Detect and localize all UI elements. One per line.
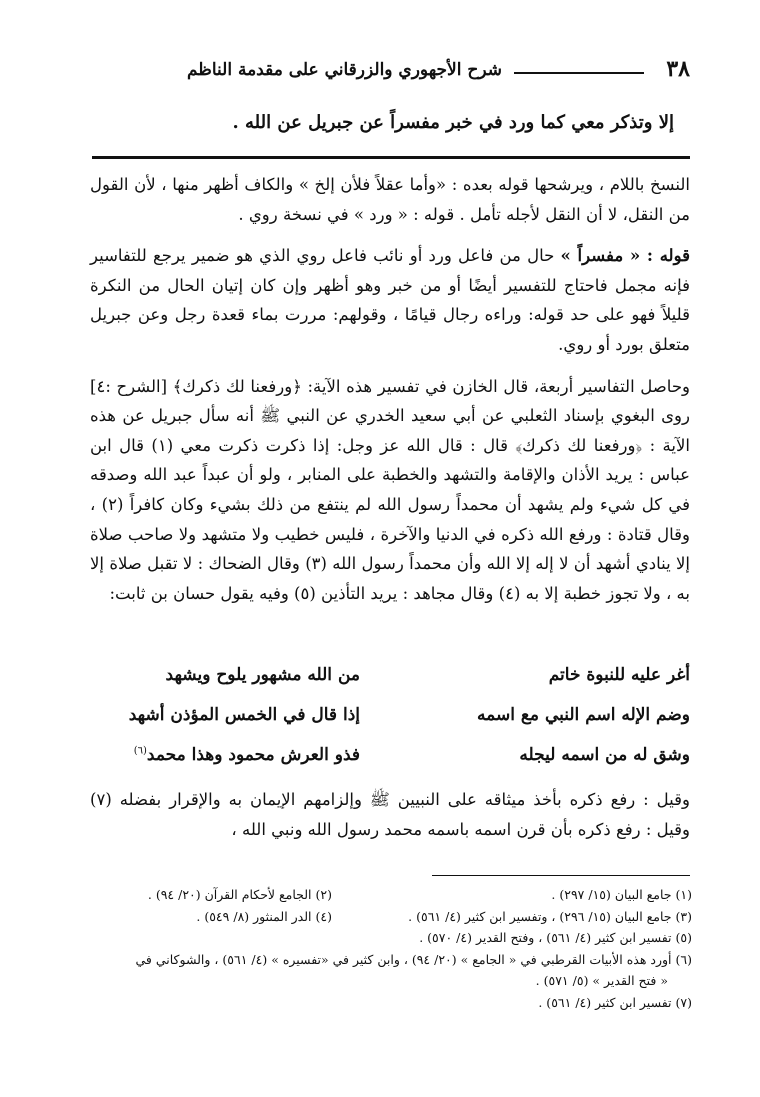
matn-line: إلا وتذكر معي كما ورد في خبر مفسراً عن جبريل عن الله . bbox=[232, 112, 674, 133]
verse-1 bbox=[90, 665, 690, 705]
footnote-6: (٦) أورد هذه الأبيات القرطبي في « الجامع » (٢٠/ ٩٤) ، وابن كثير في «تفسيره » (٤/ ٥٦١) ، والشوكاني في bbox=[135, 951, 692, 967]
footnote-row bbox=[88, 884, 692, 906]
footnote-4: (٤) الدر المنثور (٨/ ٥٤٩) . bbox=[196, 908, 332, 924]
verse-3 bbox=[90, 745, 690, 785]
paragraph-3: وحاصل التفاسير أربعة، قال الخازن في تفسير هذه الآية: ﴿ورفعنا لك ذكرك﴾ [الشرح :٤] روى البغوي بإسناد الثعلبي عن أبي سعيد الخدري عن النبي ﷺ أنه سأل جبريل عن هذه الآية : ﴿ورفعنا لك ذكرك﴾ قال : قال الله عز وجل: إذا ذكرت ذكرت معي (١) قال ابن عباس : يريد الأذان والإقامة والتشهد والخطبة على المنابر ، ولو أن عبداً عبد الله وصدقه في كل شيء ولم يشهد أن محمداً رسول الله لم ينتفع من ذلك بشيء وكان كافراً (٢) ، وقال قتادة : ورفع الله ذكره في الدنيا والآخرة ، فليس خطيب ولا متشهد ولا صاحب صلاة إلا ينادي أشهد أن لا إله إلا الله وأن محمداً رسول الله (٣) وقال الضحاك : لا تقبل صلاة إلا به ، ولا تجوز خطبة إلا به (٤) وقال مجاهد : يريد التأذين (٥) وفيه يقول حسان بن ثابت: bbox=[90, 376, 690, 603]
footnote-marker-6: (٦) bbox=[133, 745, 147, 757]
verse-1-second-hemistich: من الله مشهور يلوح ويشهد bbox=[165, 665, 360, 685]
footnotes bbox=[88, 884, 692, 1013]
verse-1-first-hemistich: أغر عليه للنبوة خاتم bbox=[548, 665, 690, 685]
footnote-2: (٢) الجامع لأحكام القرآن (٢٠/ ٩٤) . bbox=[147, 887, 332, 902]
verse-2 bbox=[90, 705, 690, 745]
verse-2-first-hemistich: وضم الإله اسم النبي مع اسمه bbox=[477, 705, 690, 725]
keyword-mufassiran: قوله : « مفسراً » bbox=[560, 246, 690, 266]
paragraph-2 bbox=[90, 241, 690, 359]
footnote-rule bbox=[432, 875, 690, 876]
footnote-5: (٥) تفسير ابن كثير (٤/ ٥٦١) ، وفتح القدير (٤/ ٥٧٠) . bbox=[419, 930, 692, 945]
verse-3-second-hemistich bbox=[134, 745, 360, 765]
paragraph-1: النسخ باللام ، ويرشحها قوله بعده : «وأما عقلاً فلأن إلخ » والكاف أظهر منها ، لأن القول من النقل، لا أن النقل لأجله تأمل . قوله : « ورد » في نسخة روي . bbox=[90, 175, 690, 224]
commentary-body bbox=[90, 170, 690, 620]
paragraph-2-text: حال من فاعل ورد أو نائب فاعل روي الذي هو ضمير يرجع للتفاسير فإنه مجمل فاحتاج للتفسير أيضًا أو من خبر وهو أظهر وإن كان إتيان الحال من النكرة قليلاً فهو على حد قوله: وراءه رجال قيامًا ، وقولهم: مررت بماء قعدة رجل وعن جبريل متعلق بورد أو روي. bbox=[90, 246, 690, 354]
verse-3-second-text: فذو العرش محمود وهذا محمد bbox=[146, 745, 360, 765]
footnote-row bbox=[88, 949, 692, 971]
page-header bbox=[60, 52, 690, 92]
footnote-1: (١) جامع البيان (١٥/ ٢٩٧) . bbox=[551, 887, 692, 902]
running-title: شرح الأجهوري والزرقاني على مقدمة الناظم bbox=[186, 60, 502, 80]
verse-3-first-hemistich: وشق له من اسمه ليجله bbox=[519, 745, 690, 765]
closing-paragraph: وقيل : رفع ذكره بأخذ ميثاقه على النبيين ﷺ وإلزامهم الإيمان به والإقرار بفضله (٧) وقيل : رفع ذكره بأن قرن اسمه باسمه محمد رسول الله ونبي الله ، bbox=[90, 790, 690, 839]
footnote-7: (٧) تفسير ابن كثير (٤/ ٥٦١) . bbox=[538, 994, 692, 1010]
footnote-row bbox=[88, 927, 692, 949]
matn-divider bbox=[92, 156, 690, 159]
footnote-row bbox=[88, 970, 692, 992]
footnote-3: (٣) جامع البيان (١٥/ ٢٩٦) ، وتفسير ابن كثير (٤/ ٥٦١) . bbox=[408, 908, 692, 924]
footnote-row bbox=[88, 992, 692, 1014]
page-number: ٣٨ bbox=[666, 56, 690, 82]
verse-2-second-hemistich: إذا قال في الخمس المؤذن أشهد bbox=[128, 705, 360, 725]
header-rule bbox=[514, 72, 644, 74]
footnote-6-continued: « فتح القدير » (٥/ ٥٧١) . bbox=[535, 973, 668, 988]
footnote-row bbox=[88, 906, 692, 928]
poem bbox=[90, 665, 690, 785]
